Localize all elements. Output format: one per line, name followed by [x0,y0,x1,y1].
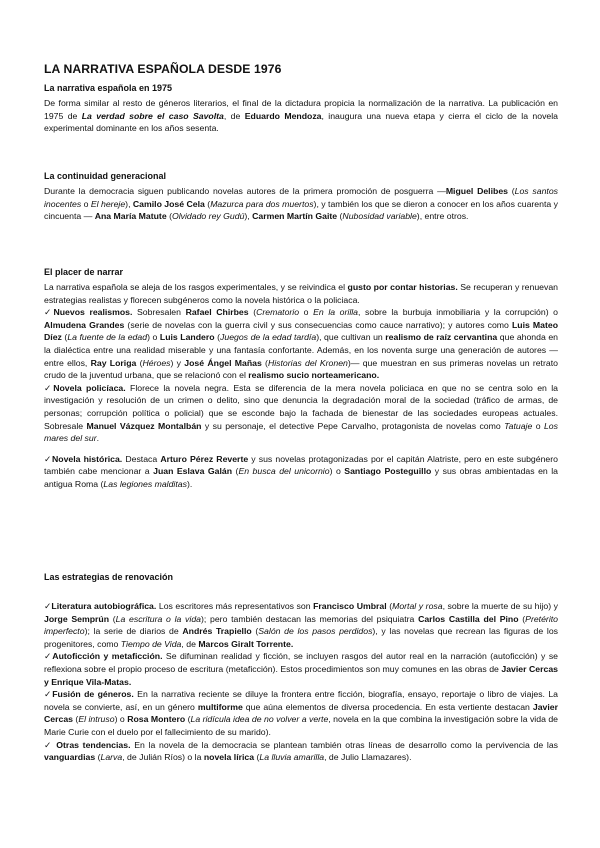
section-paragraph: De forma similar al resto de géneros literarios, el final de la dictadura propicia la normalización de la narrativa. La publicación en 1975 de La verdad sobre el caso Savolta, de Eduardo Mendoza, inaugura una nueva etapa y cierra el ciclo de la novela experimental dominante en los años sesenta. [44,98,559,134]
section-paragraph: La narrativa española se aleja de los rasgos experimentales, y se reivindica el gusto por contar historias. Se recuperan y renuevan estrategias realistas y florecen subgéneros como la novela histórica o la policiaca. [44,282,558,305]
list-item: ✓Novela histórica. Destaca Arturo Pérez Reverte y sus novelas protagonizadas por el capitán Alatriste, pero en este subgénero también cabe mencionar a Juan Eslava Galán (En busca del unicornio) o Santiago Posteguillo y sus obras ambientadas en la antigua Roma (Las legiones malditas). [44,453,559,489]
section-heading: La narrativa española en 1975 [44,83,173,93]
list-item: ✓Autoficción y metaficción. Se difuminan realidad y ficción, se incluyen rasgos del autor real en la narración (autoficción) y se reflexiona sobre el propio proceso de escritura (metaficción). Estos procedimientos son muy comunes en las obras de Javier Cercas y Enrique Vila-Matas. [44,651,558,687]
list-item: ✓Nuevos realismos. Sobresalen Rafael Chirbes (Crematorio o En la orilla, sobre la burbuja inmobiliaria y la corrupción) o Almudena Grandes (serie de novelas con la guerra civil y sus consecuencias como cauce narrativo); y autores como Luis Mateo Díez (La fuente de la edad) o Luis Landero (Juegos de la edad tardía), que cultivan un realismo de raíz cervantina que ahonda en la dialéctica entre una realidad miserable y una fantasía confortante. Además, en los noventa surge una generación de autores —entre ellos, Ray Loriga (Héroes) y José Ángel Mañas (Historias del Kronen)— que muestran en sus primeras novelas un retrato crudo de la juventud urbana, que se relacionó con el realismo sucio norteamericano. [44,307,559,381]
section-heading: La continuidad generacional [44,171,167,181]
section-renovacion [44,572,558,764]
list-item: ✓ Otras tendencias. En la novela de la democracia se plantean también otras líneas de desarrollo como la pervivencia de las vanguardias (Larva, de Julián Ríos) o la novela lírica (La lluvia amarilla, de Julio Llamazares). [44,739,558,763]
list-item: ✓Novela policíaca. Florece la novela negra. Esta se diferencia de la mera novela policiaca en que no se centra solo en la investigación y resolución de un crimen o delito, sino que denuncia la degradación moral de la sociedad (tráfico de armas, de personas; corrupción política o policial) que se esconde bajo la fachada de bienestar de las sociedades europeas actuales. Sobresale Manuel Vázquez Montalbán y su personaje, el detective Pepe Carvalho, protagonista de novelas como Tatuaje o Los mares del sur. [44,382,558,444]
section-1975 [44,83,558,135]
section-heading: Las estrategias de renovación [44,572,174,582]
section-heading: El placer de narrar [44,267,124,277]
document-title: LA NARRATIVA ESPAÑOLA DESDE 1976 [44,62,282,76]
section-continuidad [44,171,558,223]
section-paragraph: Durante la democracia siguen publicando novelas autores de la primera promoción de posguerra —Miguel Delibes (Los santos inocentes o El hereje), Camilo José Cela (Mazurca para dos muertos), y también los que se dieron a conocer en los años cuarenta y cincuenta — Ana María Matute (Olvidado rey Gudú), Carmen Martín Gaite (Nubosidad variable), entre otros. [44,186,558,222]
list-item: ✓Literatura autobiográfica. Los escritores más representativos son Francisco Umbral (Mortal y rosa, sobre la muerte de su hijo) y Jorge Semprún (La escritura o la vida); pero también destacan las memorias del psiquiatra Carlos Castilla del Pino (Pretérito imperfecto); la serie de diarios de Andrés Trapiello (Salón de los pasos perdidos), y las novelas que recrean las figuras de los progenitores, como Tiempo de Vida, de Marcos Giralt Torrente. [44,601,558,649]
section-placer [44,267,558,491]
list-item: ✓Fusión de géneros. En la narrativa reciente se diluye la frontera entre ficción, biografía, ensayo, reportaje o libro de viajes. La novela se convierte, así, en un género multiforme que aúna elementos de diversa procedencia. En esta vertiente destacan Javier Cercas (El intruso) o Rosa Montero (La ridícula idea de no volver a verte, novela en la que combina la investigación sobre la vida de Marie Curie con el duelo por el fallecimiento de su marido). [44,689,559,737]
